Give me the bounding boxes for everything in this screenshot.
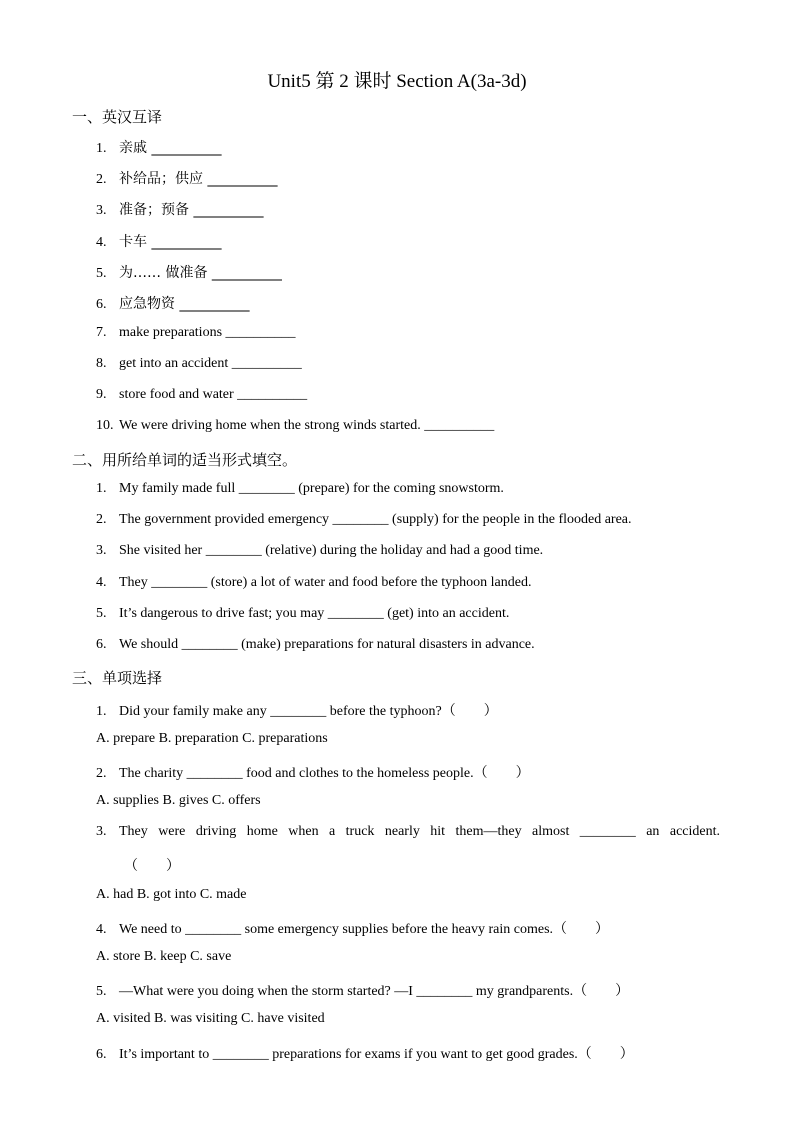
worksheet-title: Unit5 第 2 课时 Section A(3a-3d) bbox=[267, 71, 527, 92]
question-3-options: A. had B. got into C. made bbox=[96, 887, 247, 902]
question-2: 2. The charity ________ food and clothes to the homeless people.（ ） bbox=[96, 766, 530, 781]
question-4: 4. We need to ________ some emergency supplies before the heavy rain comes.（ ） bbox=[96, 922, 610, 937]
section1-item: 5. 为…… 做准备 __________ bbox=[96, 265, 282, 281]
section1-item: 9. store food and water __________ bbox=[96, 387, 308, 402]
section1-item: 6. 应急物资 __________ bbox=[96, 296, 250, 312]
section1-item: 2. 补给品；供应 __________ bbox=[96, 171, 278, 187]
question-5: 5. —What were you doing when the storm started? —I ________ my grandparents.（ ） bbox=[96, 984, 630, 999]
question-3: 3. They were driving home when a truck nearly hit them—they almost ________ an accident. bbox=[96, 824, 720, 839]
section2-item: 5. It’s dangerous to drive fast; you may ________ (get) into an accident. bbox=[96, 606, 510, 621]
section2-item: 1. My family made full ________ (prepare) for the coming snowstorm. bbox=[96, 481, 504, 496]
section2-item: 4. They ________ (store) a lot of water and food before the typhoon landed. bbox=[96, 575, 532, 590]
question-2-options: A. supplies B. gives C. offers bbox=[96, 793, 261, 808]
section2-item: 2. The government provided emergency ________ (supply) for the people in the flooded area. bbox=[96, 512, 632, 527]
question-3-continuation: （ ） bbox=[124, 859, 180, 874]
section1-item: 8. get into an accident __________ bbox=[96, 356, 302, 371]
section3-heading: 三、单项选择 bbox=[72, 669, 163, 687]
section2-item: 3. She visited her ________ (relative) during the holiday and had a good time. bbox=[96, 543, 544, 558]
section1-heading: 一、英汉互译 bbox=[72, 108, 163, 126]
section1-item: 1. 亲戚 __________ bbox=[96, 140, 222, 156]
section1-item: 3. 准备；预备 __________ bbox=[96, 202, 264, 218]
section2-item: 6. We should ________ (make) preparations for natural disasters in advance. bbox=[96, 637, 535, 652]
section2-heading: 二、用所给单词的适当形式填空。 bbox=[72, 451, 298, 469]
question-1: 1. Did your family make any ________ before the typhoon?（ ） bbox=[96, 704, 498, 719]
section1-item: 7. make preparations __________ bbox=[96, 325, 296, 340]
question-6: 6. It’s important to ________ preparations for exams if you want to get good grades.（ ） bbox=[96, 1047, 634, 1062]
question-4-options: A. store B. keep C. save bbox=[96, 949, 232, 964]
section1-item: 10. We were driving home when the strong winds started. __________ bbox=[96, 418, 495, 433]
section1-item: 4. 卡车 __________ bbox=[96, 234, 222, 250]
question-1-options: A. prepare B. preparation C. preparations bbox=[96, 731, 328, 746]
question-5-options: A. visited B. was visiting C. have visited bbox=[96, 1011, 325, 1026]
